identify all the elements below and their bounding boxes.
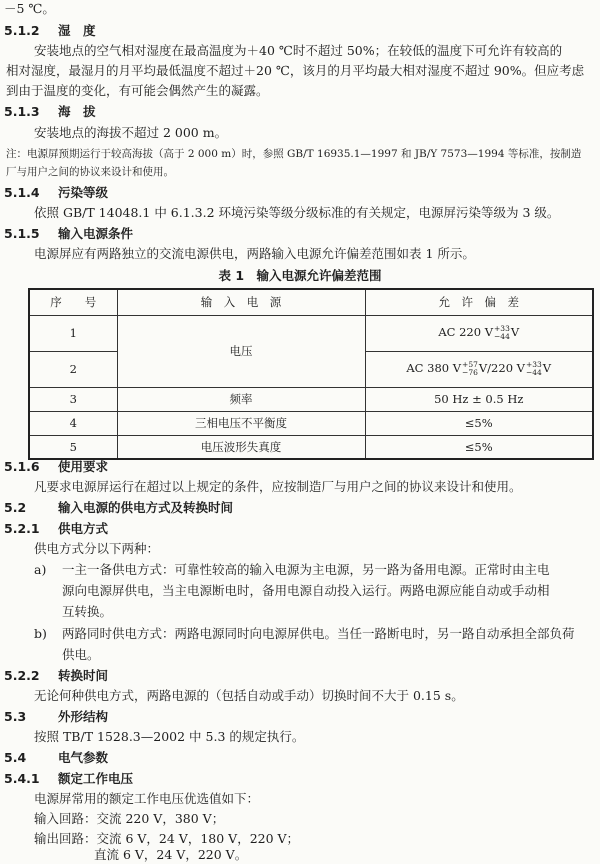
section-5-1-6-heading — [4, 458, 108, 476]
tolerance-cell: ≤5% — [365, 411, 593, 435]
unit: V — [542, 361, 552, 375]
paragraph: 安装地点的海拔不超过 2 000 m。 — [34, 125, 228, 140]
section-number: 5.1.3 — [4, 104, 40, 119]
list-item-text: 两路同时供电方式：两路电源同时向电源屏供电。当任一路断电时，另一路自动承担全部负荷 — [62, 626, 575, 641]
section-5-2-heading — [4, 499, 233, 517]
source-cell: 电压波形失真度 — [117, 435, 365, 459]
section-5-3-heading — [4, 708, 108, 726]
paragraph: 相对湿度，最湿月的月平均最低温度不超过＋20 ℃，该月的月平均最大相对湿度不超过 90%。但应考虑 — [6, 63, 585, 78]
section-title: 输入电源条件 — [58, 226, 134, 241]
paragraph: 供电方式分以下两种： — [34, 541, 160, 556]
column-header: 输 入 电 源 — [117, 289, 365, 315]
section-5-4-heading — [4, 749, 108, 767]
tolerance-cell: 50 Hz ± 0.5 Hz — [365, 387, 593, 411]
tolerance-value: AC 380 V — [406, 361, 462, 375]
section-number: 5.1.6 — [4, 459, 40, 474]
paragraph: 输出回路：交流 6 V，24 V，180 V，220 V； — [34, 831, 300, 846]
paragraph: 电源屏常用的额定工作电压优选值如下： — [34, 791, 260, 806]
paragraph: 凡要求电源屏运行在超过以上规定的条件，应按制造厂与用户之间的协议来设计和使用。 — [34, 479, 522, 494]
table-row — [29, 387, 593, 411]
paragraph: 依照 GB/T 14048.1 中 6.1.3.2 环境污染等级分级标准的有关规定，电源屏污染等级为 3 级。 — [34, 205, 560, 220]
paragraph: 按照 TB/T 1528.3—2002 中 5.3 的规定执行。 — [34, 729, 305, 744]
lower-bound: −44 — [494, 332, 510, 341]
tolerance-bounds — [526, 361, 542, 377]
voltage-label: 电压 — [117, 315, 365, 387]
section-5-2-2-heading — [4, 667, 108, 685]
lower-bound: −76 — [462, 368, 478, 377]
list-item-text: 源向电源屏供电，当主电源断电时，备用电源自动投入运行。两路电源应能自动或手动相 — [62, 583, 550, 598]
tolerance-cell — [365, 315, 593, 351]
paragraph: 安装地点的空气相对湿度在最高温度为＋40 ℃时不超过 50%；在较低的温度下可允许有较高的 — [34, 43, 563, 58]
section-5-1-4-heading — [4, 184, 108, 202]
table-row — [29, 435, 593, 459]
upper-bound: +57 — [462, 360, 478, 369]
top-fragment: －5 ℃。 — [4, 1, 55, 16]
tolerance-cell — [365, 351, 593, 387]
section-title: 污染等级 — [58, 185, 109, 200]
table-caption: 表 1 输入电源允许偏差范围 — [218, 268, 382, 283]
column-header: 序 号 — [29, 289, 117, 315]
upper-bound: +33 — [525, 360, 542, 369]
tolerance-bounds — [494, 325, 510, 341]
list-item-text: 一主一备供电方式：可靠性较高的输入电源为主电源，另一路为备用电源。正常时由主电 — [62, 562, 550, 577]
row-number: 1 — [29, 315, 117, 351]
row-number: 5 — [29, 435, 117, 459]
section-number: 5.1.5 — [4, 226, 40, 241]
paragraph: 到由于温度的变化，有可能会偶然产生的凝露。 — [6, 83, 269, 98]
section-title: 海 拔 — [58, 104, 96, 119]
section-number: 5.2.2 — [4, 668, 40, 683]
section-5-2-1-heading — [4, 520, 108, 538]
section-number: 5.4 — [4, 750, 27, 765]
section-title: 额定工作电压 — [58, 771, 134, 786]
table-row — [29, 315, 593, 351]
section-number: 5.1.2 — [4, 23, 40, 38]
section-number: 5.2.1 — [4, 521, 40, 536]
paragraph: 直流 6 V，24 V，220 V。 — [94, 847, 248, 862]
section-title: 电气参数 — [58, 750, 109, 765]
source-cell: 三相电压不平衡度 — [117, 411, 365, 435]
section-title: 转换时间 — [58, 668, 109, 683]
section-title: 输入电源的供电方式及转换时间 — [58, 500, 234, 515]
column-header: 允 许 偏 差 — [365, 289, 593, 315]
unit: V — [510, 325, 520, 339]
tolerance-cell: ≤5% — [365, 435, 593, 459]
section-number: 5.1.4 — [4, 185, 40, 200]
paragraph: 输入回路：交流 220 V，380 V； — [34, 811, 225, 826]
list-item-text: 互转换。 — [62, 604, 113, 619]
lower-bound: −44 — [525, 368, 542, 377]
row-number: 4 — [29, 411, 117, 435]
row-number: 2 — [29, 351, 117, 387]
input-power-tolerance-table — [28, 288, 594, 460]
tolerance-value: AC 220 V — [438, 325, 494, 339]
list-label: b) — [34, 626, 47, 641]
source-cell: 频率 — [117, 387, 365, 411]
paragraph: 电源屏应有两路独立的交流电源供电，两路输入电源允许偏差范围如表 1 所示。 — [34, 246, 475, 261]
tolerance-value: V/220 V — [478, 361, 525, 375]
section-5-1-5-heading — [4, 225, 133, 243]
note: 厂与用户之间的协议来设计和使用。 — [6, 166, 174, 178]
section-title: 外形结构 — [58, 709, 109, 724]
list-label: a) — [34, 562, 47, 577]
section-5-4-1-heading — [4, 770, 133, 788]
row-number: 3 — [29, 387, 117, 411]
section-number: 5.2 — [4, 500, 27, 515]
section-title: 湿 度 — [58, 23, 96, 38]
list-item-text: 供电。 — [62, 647, 100, 662]
table-header-row — [29, 289, 593, 315]
note: 注：电源屏预期运行于较高海拔（高于 2 000 m）时，参照 GB/T 16935.1—1997 和 JB/Y 7573—1994 等标准，按制造 — [6, 148, 582, 160]
section-title: 供电方式 — [58, 521, 109, 536]
upper-bound: +33 — [494, 324, 510, 333]
section-number: 5.3 — [4, 709, 27, 724]
section-5-1-3-heading — [4, 103, 96, 121]
section-5-1-2-heading — [4, 22, 96, 40]
section-title: 使用要求 — [58, 459, 109, 474]
table-row — [29, 411, 593, 435]
tolerance-bounds — [462, 361, 478, 377]
section-number: 5.4.1 — [4, 771, 40, 786]
paragraph: 无论何种供电方式，两路电源的（包括自动或手动）切换时间不大于 0.15 s。 — [34, 688, 464, 703]
